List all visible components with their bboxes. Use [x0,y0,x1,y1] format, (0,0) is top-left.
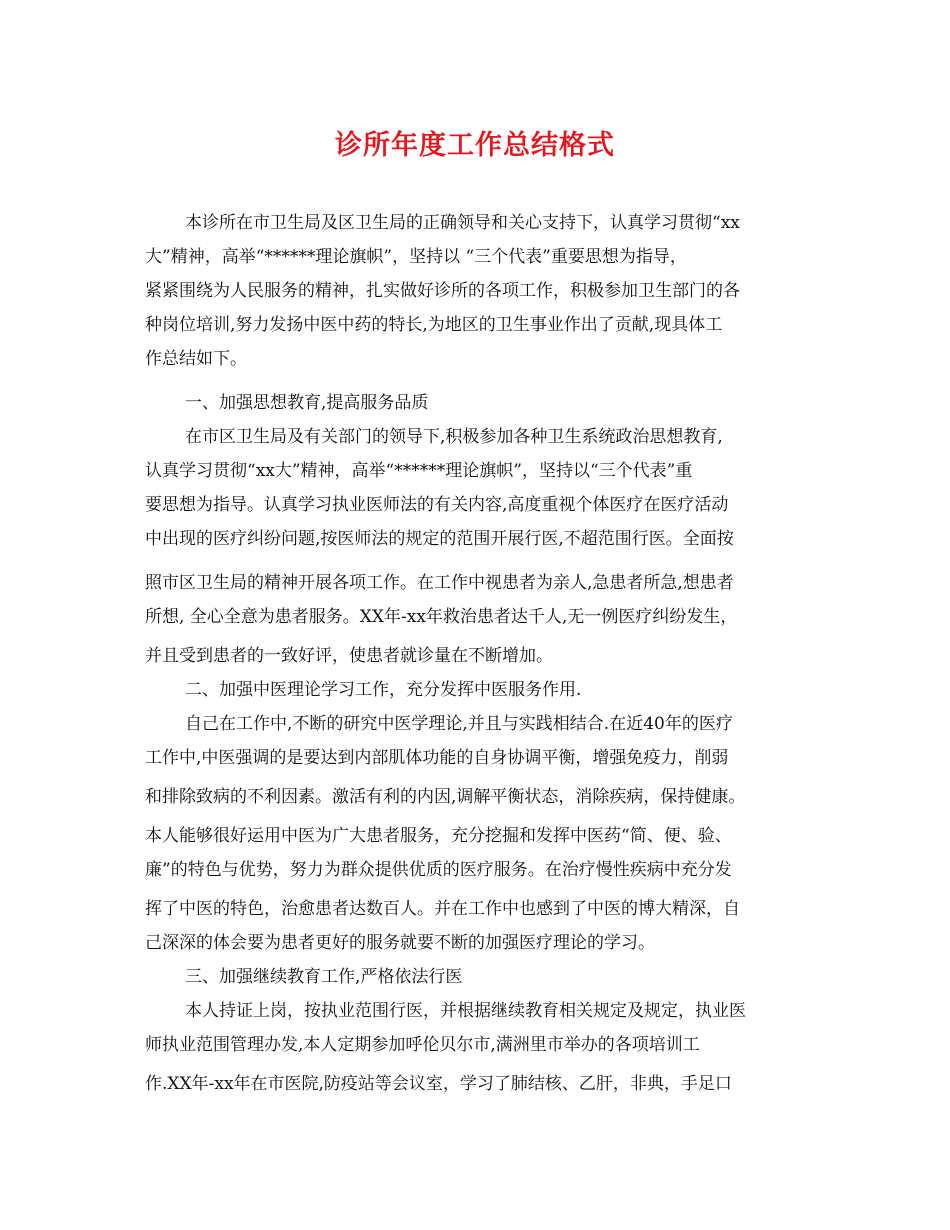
body-line: 本人能够很好运用中医为广大患者服务，充分挖掘和发挥中医药“简、便、验、 [145,826,732,846]
body-line: 挥了中医的特色，治愈患者达数百人。并在工作中也感到了中医的博大精深，自 [145,899,740,919]
body-line: 作总结如下。 [145,349,247,369]
section-heading: 二、加强中医理论学习工作，充分发挥中医服务作用. [185,680,582,700]
body-line: 己深深的体会要为患者更好的服务就要不断的加强医疗理论的学习。 [145,933,655,953]
body-line: 廉”的特色与优势，努力为群众提供优质的医疗服务。在治疗慢性疾病中充分发 [145,860,732,880]
body-line: 认真学习贯彻“xx大”精神，高举“******理论旗帜”，坚持以“三个代表”重 [145,461,693,481]
body-line: 工作中,中医强调的是要达到内部肌体功能的自身协调平衡，增强免疫力，削弱 [145,748,729,768]
body-line: 种岗位培训,努力发扬中医中药的特长,为地区的卫生事业作出了贡献,现具体工 [145,315,723,335]
body-line: 要思想为指导。认真学习执业医师法的有关内容,高度重视个体医疗在医疗活动 [145,495,729,515]
body-line: 本人持证上岗，按执业范围行医，并根据继续教育相关规定及规定，执业医 [185,1001,746,1021]
body-line: 师执业范围管理办发,本人定期参加呼伦贝尔市,满洲里市举办的各项培训工 [145,1035,700,1055]
body-line: 大”精神，高举“******理论旗帜”，坚持以 “三个代表”重要思想为指导， [145,247,687,267]
section-heading: 三、加强继续教育工作,严格依法行医 [185,967,463,987]
body-line: 自己在工作中,不断的研究中医学理论,并且与实践相结合.在近40年的医疗 [185,714,733,734]
body-line: 紧紧围绕为人民服务的精神，扎实做好诊所的各项工作，积极参加卫生部门的各 [145,281,740,301]
body-line: 在市区卫生局及有关部门的领导下,积极参加各种卫生系统政治思想教育, [185,427,723,447]
body-line: 和排除致病的不利因素。激活有利的内因,调解平衡状态，消除疾病，保持健康。 [145,787,746,807]
section-heading: 一、加强思想教育,提高服务品质 [185,393,429,413]
body-line: 作.XX年-xx年在市医院,防疫站等会议室，学习了肺结核、乙肝，非典，手足口 [145,1074,732,1094]
body-line: 并且受到患者的一致好评，使患者就诊量在不断增加。 [145,646,553,666]
document-title: 诊所年度工作总结格式 [335,130,615,161]
body-line: 照市区卫生局的精神开展各项工作。在工作中视患者为亲人,急患者所急,想患者 [145,573,734,593]
body-line: 中出现的医疗纠纷问题,按医师法的规定的范围开展行医,不超范围行医。全面按 [145,529,734,549]
body-line: 所想, 全心全意为患者服务。XX年-xx年救治患者达千人,无一例医疗纠纷发生， [145,607,738,627]
body-line: 本诊所在市卫生局及区卫生局的正确领导和关心支持下，认真学习贯彻“xx [185,213,740,233]
